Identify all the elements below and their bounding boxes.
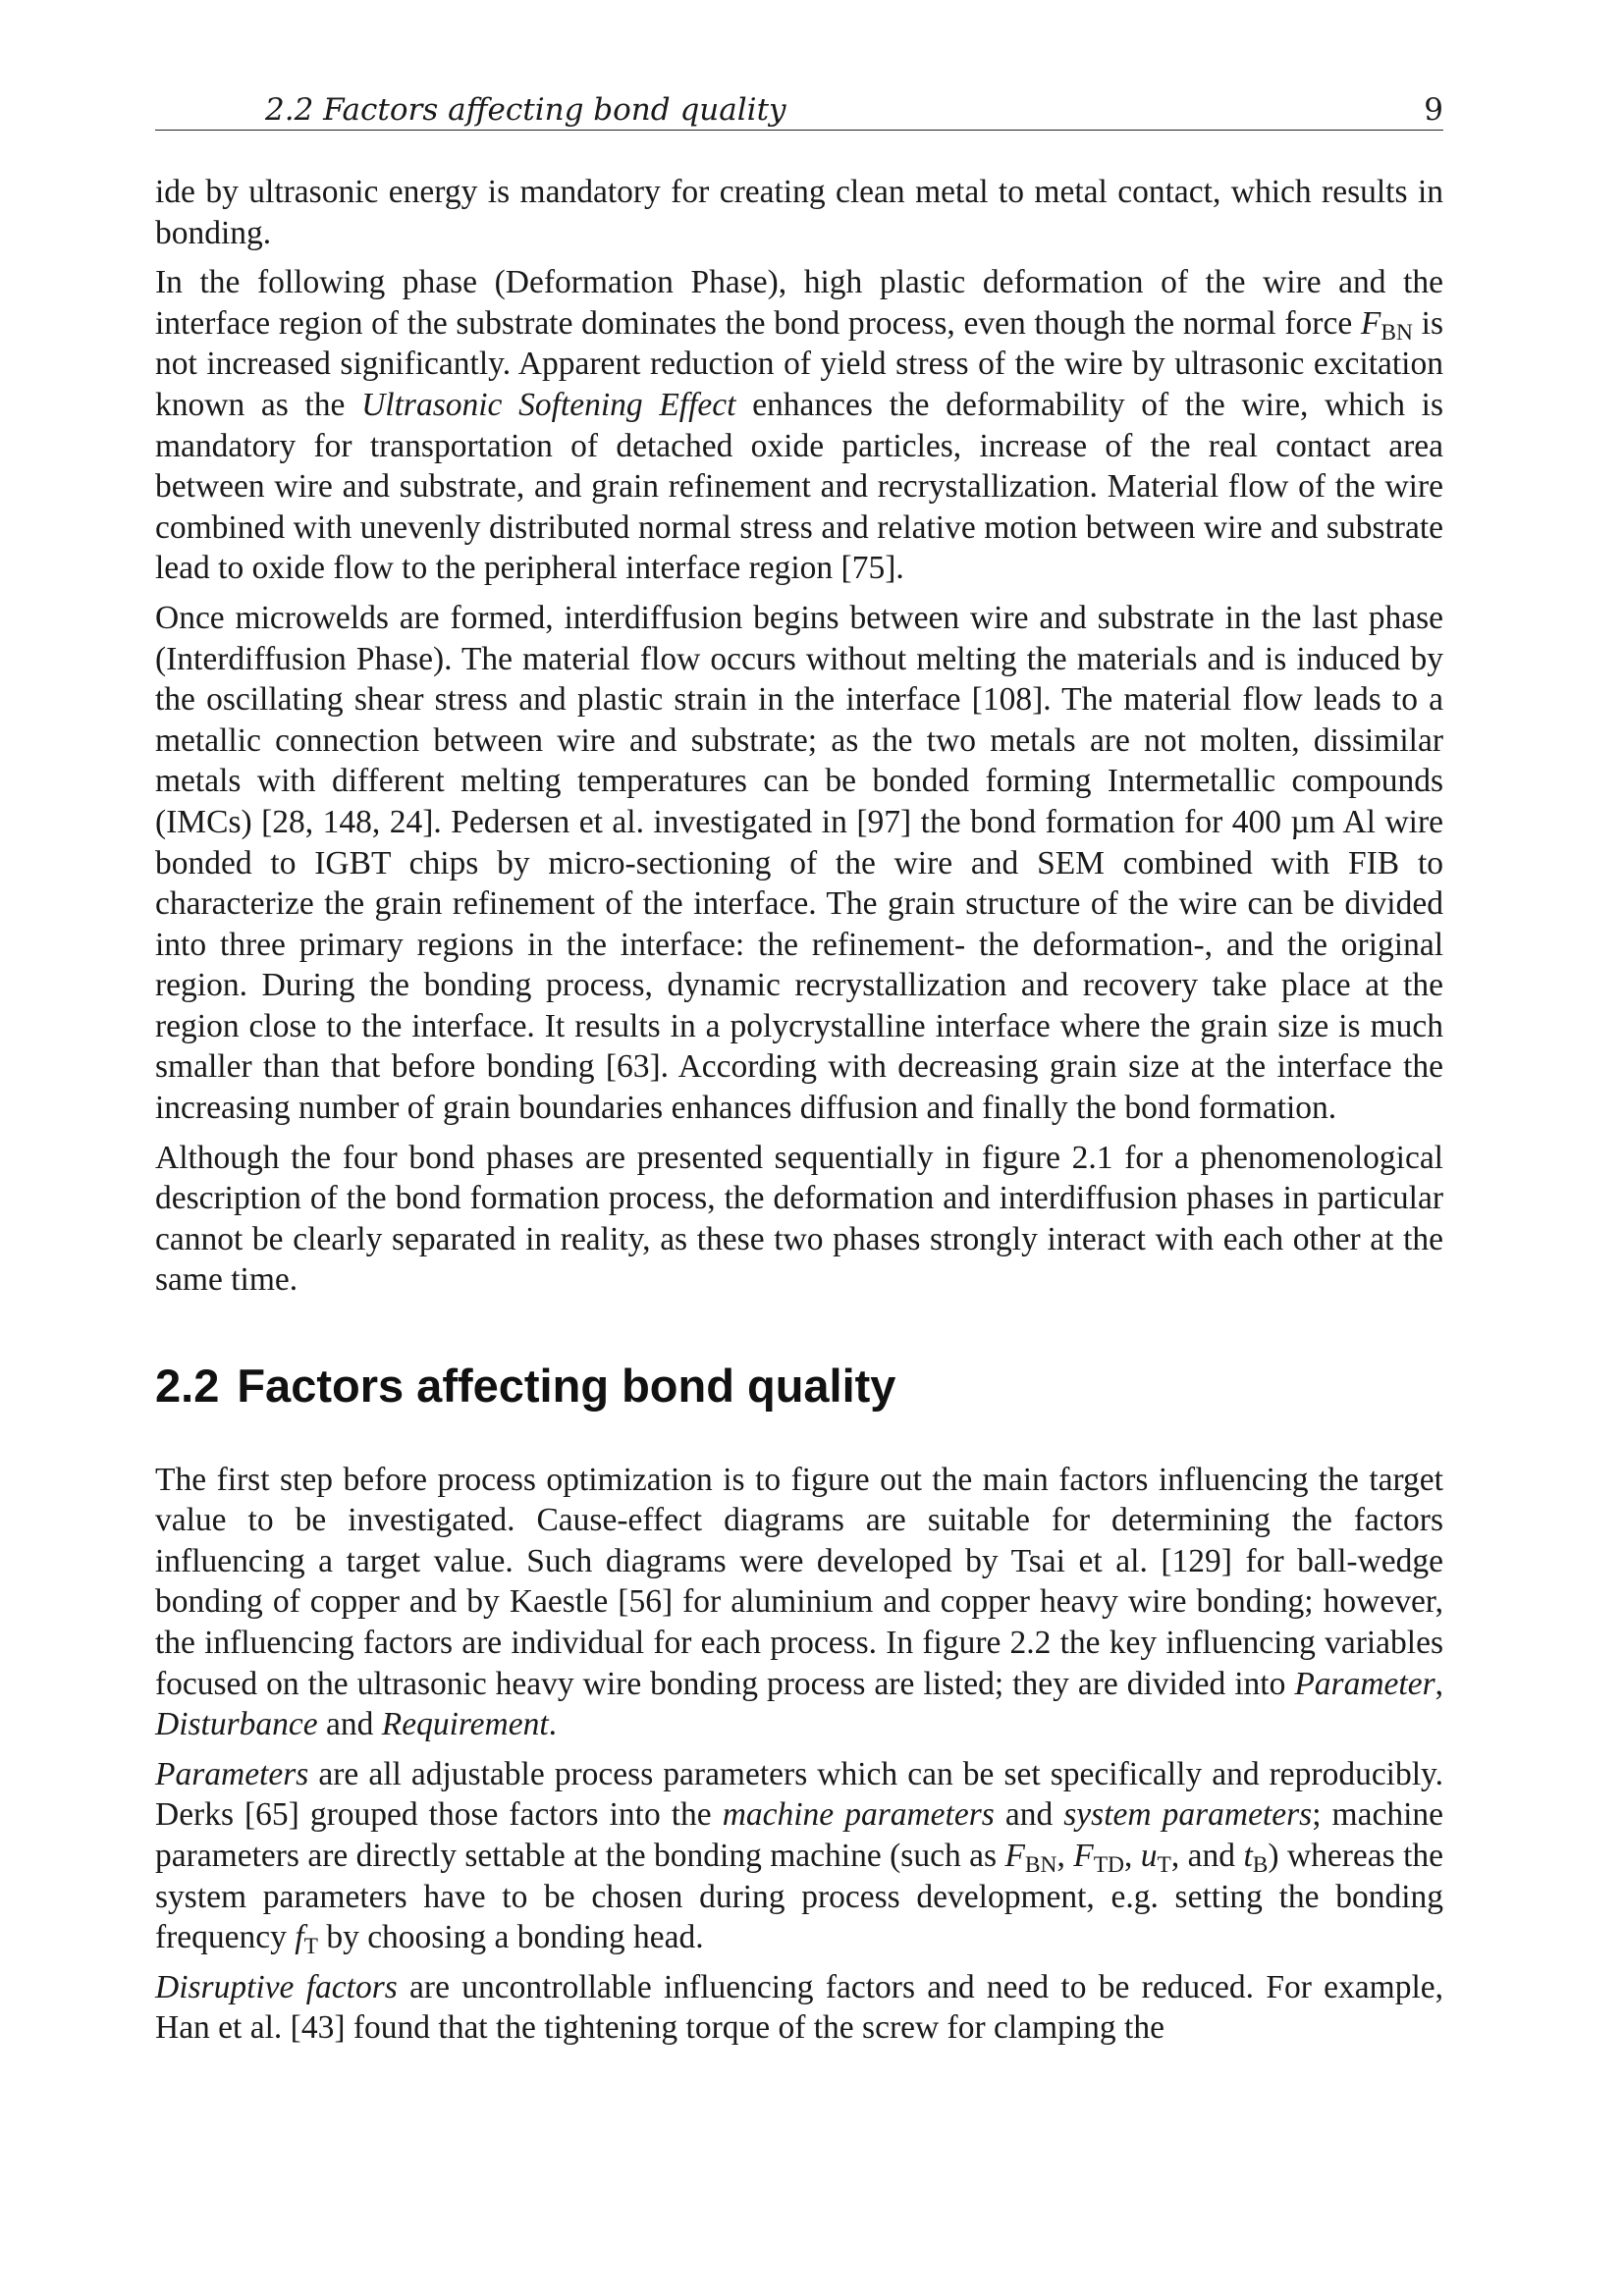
running-header-title: 2.2 Factors affecting bond quality <box>265 92 786 128</box>
body-text <box>155 172 1443 2049</box>
paragraph-2: In the following phase (Deformation Phase), high plastic deformation of the wire and the interface region of the substrate dominates the bond process, even though the normal force $F_{BN}$ is not increased significantly. Apparent reduction of yield stress of the wire by ultrasonic excitation known as the Ultrasonic Softening Effect enhances the deformability of the wire, which is mandatory for transportation of detached oxide particles, increase of the real contact area between wire and substrate, and grain refinement and recrystallization. Material flow of the wire combined with unevenly distributed normal stress and relative motion between wire and substrate lead to oxide flow to the peripheral interface region [75]. <box>155 264 1443 587</box>
paragraph-4: Although the four bond phases are presented sequentially in figure 2.1 for a phenomenological description of the bond formation process, the deformation and interdiffusion phases in particular cannot be clearly separated in reality, as these two phases strongly interact with each other at the same time. <box>155 1139 1443 1299</box>
page-number: 9 <box>1424 92 1443 128</box>
section-paragraph-2: Parameters are all adjustable process parameters which can be set specifically and reproducibly. Derks [65] grouped those factors into the machine parameters and system parameters; machine parameters are directly settable at the bonding machine (such as $F_{BN}$, $F_{TD}$, $u_T$, and $t_B$) whereas the system parameters have to be chosen during process development, e.g. setting the bonding frequency $f_T$ by choosing a bonding head. <box>155 1755 1444 1960</box>
section-paragraph-1: The first step before process optimization is to figure out the main factors influencing the target value to be investigated. Cause-effect diagrams are suitable for determining the factors influencing a target value. Such diagrams were developed by Tsai et al. [129] for ball-wedge bonding of copper and by Kaestle [56] for aluminium and copper heavy wire bonding; however, the influencing factors are individual for each process. In figure 2.2 the key influencing variables focused on the ultrasonic heavy wire bonding process are listed; they are divided into Parameter, Disturbance and Requirement. <box>155 1461 1443 1743</box>
paragraph-1: ide by ultrasonic energy is mandatory for creating clean metal to metal contact, which results in bonding. <box>155 174 1443 251</box>
section-paragraph-3: Disruptive factors are uncontrollable influencing factors and need to be reduced. For example, Han et al. [43] found that the tightening torque of the screw for clamping the <box>155 1968 1443 2047</box>
paragraph-3: Once microwelds are formed, interdiffusion begins between wire and substrate in the last phase (Interdiffusion Phase). The material flow occurs without melting the materials and is induced by the oscillating shear stress and plastic strain in the interface [108]. The material flow leads to a metallic connection between wire and substrate; as the two metals are not molten, dissimilar metals with different melting temperatures can be bonded forming Intermetallic compounds (IMCs) [28, 148, 24]. Pedersen et al. investigated in [97] the bond formation for 400 µm Al wire bonded to IGBT chips by micro-sectioning of the wire and SEM combined with FIB to characterize the grain refinement of the interface. The grain structure of the wire can be divided into three primary regions in the interface: the refinement- the deformation-, and the original region. During the bonding process, dynamic recrystallization and recovery take place at the region close to the interface. It results in a polycrystalline interface where the grain size is much smaller than that before bonding [63]. According with decreasing grain size at the interface the increasing number of grain boundaries enhances diffusion and finally the bond formation. <box>155 599 1443 1127</box>
section-number: 2.2 <box>155 1360 220 1413</box>
section-heading <box>155 1360 1443 1413</box>
running-header <box>155 88 1443 131</box>
document-page <box>155 88 1443 2057</box>
section-title: Factors affecting bond quality <box>237 1360 896 1413</box>
